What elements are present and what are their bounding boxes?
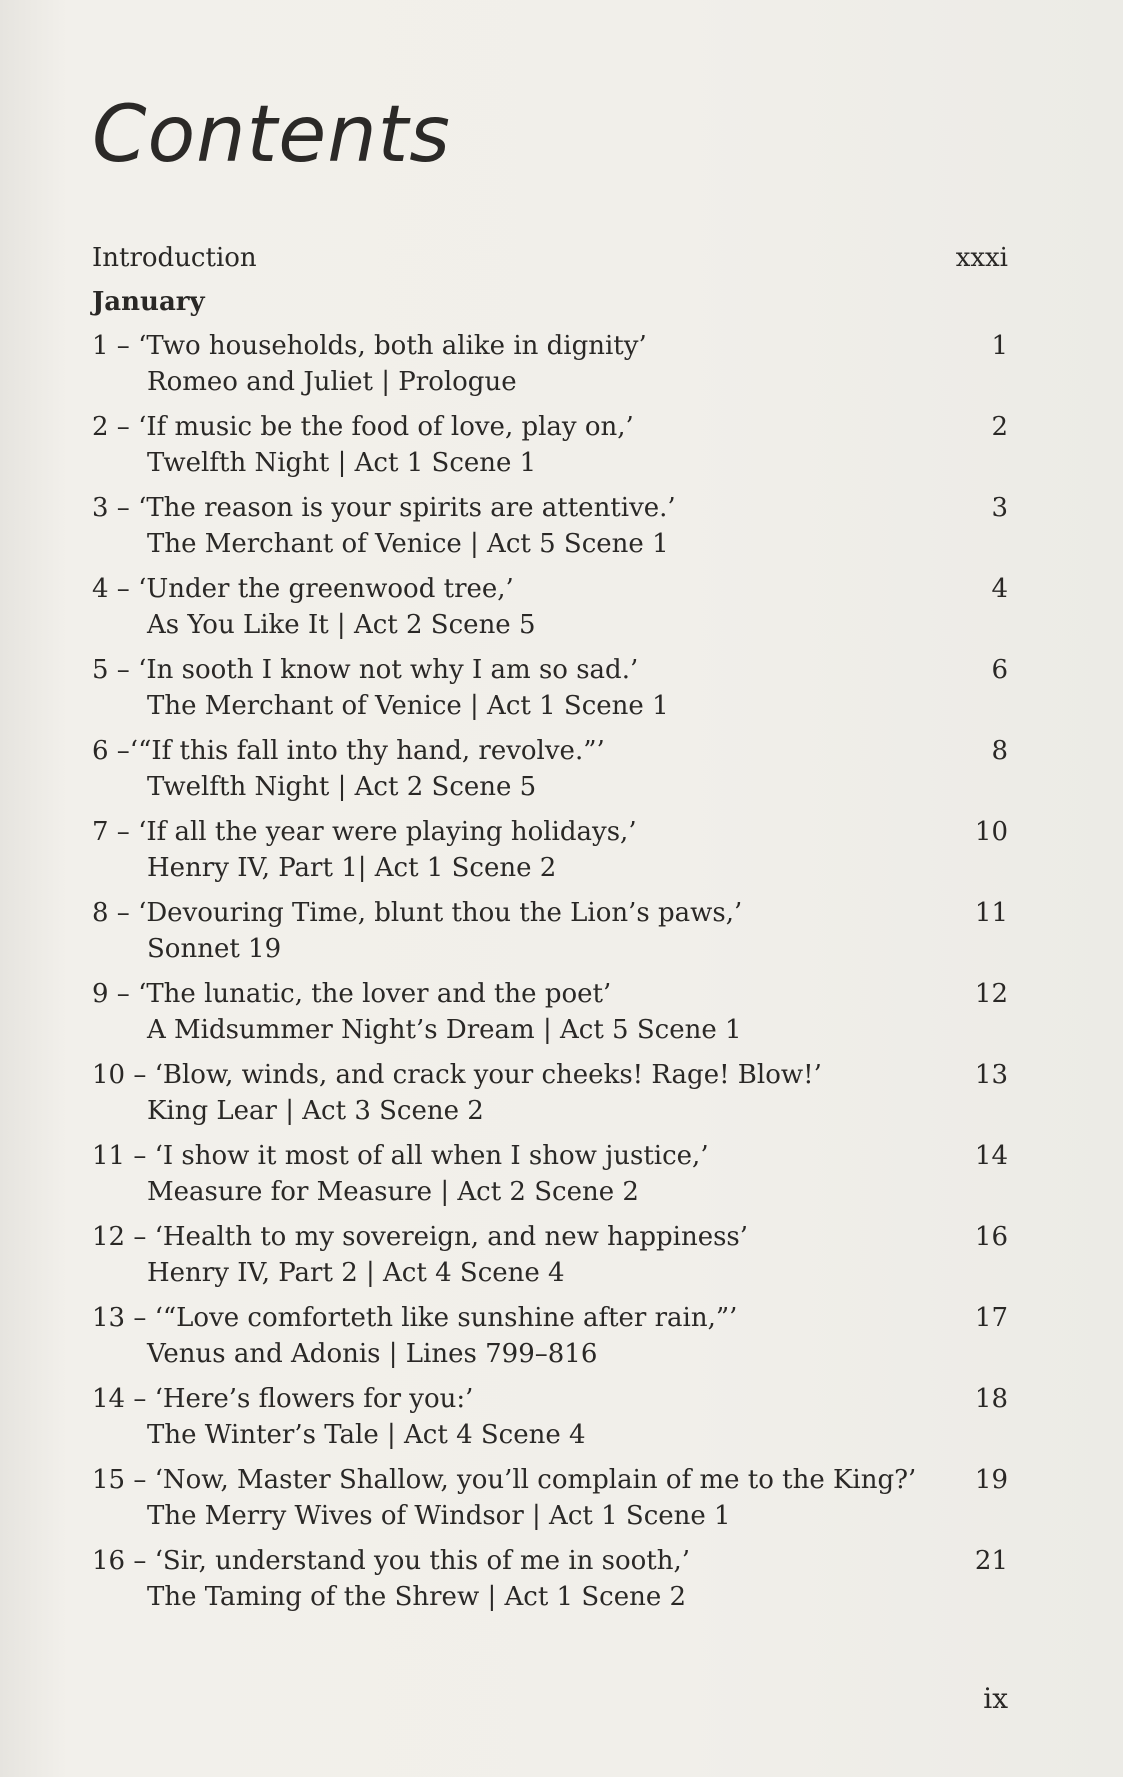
toc-entry-title: 13 – ‘“Love comforteth like sunshine after rain,”’ bbox=[92, 1303, 738, 1333]
toc-entry-page: 16 bbox=[974, 1222, 1008, 1252]
toc-entry-source: The Winter’s Tale | Act 4 Scene 4 bbox=[147, 1420, 586, 1450]
page-title: Contents bbox=[92, 90, 451, 180]
toc-entry[interactable] bbox=[92, 814, 1008, 895]
toc-entry[interactable] bbox=[92, 895, 1008, 976]
toc-entry[interactable] bbox=[92, 733, 1008, 814]
toc-entry-source: Sonnet 19 bbox=[147, 934, 282, 964]
toc-entry-title: 2 – ‘If music be the food of love, play on,’ bbox=[92, 412, 634, 442]
toc-entry-source: Romeo and Juliet | Prologue bbox=[147, 367, 517, 397]
page-number: ix bbox=[983, 1682, 1008, 1715]
toc-entry-page: 1 bbox=[991, 331, 1008, 361]
toc-entry-title: 11 – ‘I show it most of all when I show justice,’ bbox=[92, 1141, 709, 1171]
toc-entry-source: The Merchant of Venice | Act 1 Scene 1 bbox=[147, 691, 669, 721]
toc-entry-page: 19 bbox=[974, 1465, 1008, 1495]
toc-entry[interactable] bbox=[92, 1138, 1008, 1219]
toc-entry-source: As You Like It | Act 2 Scene 5 bbox=[147, 610, 536, 640]
toc-entry-page: 12 bbox=[974, 979, 1008, 1009]
toc-entry-page: 17 bbox=[974, 1303, 1008, 1333]
toc-entry-source: Measure for Measure | Act 2 Scene 2 bbox=[147, 1177, 639, 1207]
toc-entry-title: 15 – ‘Now, Master Shallow, you’ll complain of me to the King?’ bbox=[92, 1465, 917, 1495]
toc-entry-page: 8 bbox=[991, 736, 1008, 766]
toc-entry-title: 3 – ‘The reason is your spirits are attentive.’ bbox=[92, 493, 676, 523]
toc-entry-page: 18 bbox=[974, 1384, 1008, 1414]
toc-entry-source: The Merchant of Venice | Act 5 Scene 1 bbox=[147, 529, 669, 559]
table-of-contents bbox=[92, 240, 1008, 1624]
toc-month-heading: January bbox=[92, 287, 205, 317]
toc-entry-title: 14 – ‘Here’s flowers for you:’ bbox=[92, 1384, 474, 1414]
toc-entry-title: 1 – ‘Two households, both alike in dignity’ bbox=[92, 331, 647, 361]
toc-entry-title: 7 – ‘If all the year were playing holidays,’ bbox=[92, 817, 637, 847]
toc-entry-page: 14 bbox=[974, 1141, 1008, 1171]
toc-entry-source: The Merry Wives of Windsor | Act 1 Scene 1 bbox=[147, 1501, 731, 1531]
toc-entry-page: 10 bbox=[974, 817, 1008, 847]
toc-entry-title: 16 – ‘Sir, understand you this of me in sooth,’ bbox=[92, 1546, 691, 1576]
toc-introduction-page: xxxi bbox=[955, 243, 1008, 273]
toc-entry-page: 6 bbox=[991, 655, 1008, 685]
toc-entry[interactable] bbox=[92, 328, 1008, 409]
toc-entry-page: 2 bbox=[991, 412, 1008, 442]
toc-entry-source: A Midsummer Night’s Dream | Act 5 Scene 1 bbox=[147, 1015, 742, 1045]
toc-entry-title: 6 –‘“If this fall into thy hand, revolve.”’ bbox=[92, 736, 605, 766]
toc-entry-source: Twelfth Night | Act 1 Scene 1 bbox=[147, 448, 537, 478]
toc-entry[interactable] bbox=[92, 652, 1008, 733]
toc-entry-title: 10 – ‘Blow, winds, and crack your cheeks! Rage! Blow!’ bbox=[92, 1060, 822, 1090]
toc-entry-page: 11 bbox=[974, 898, 1008, 928]
toc-entry[interactable] bbox=[92, 1462, 1008, 1543]
toc-entry-page: 4 bbox=[991, 574, 1008, 604]
toc-entry-page: 13 bbox=[974, 1060, 1008, 1090]
toc-entry[interactable] bbox=[92, 409, 1008, 490]
toc-entry-source: King Lear | Act 3 Scene 2 bbox=[147, 1096, 484, 1126]
toc-entry-page: 3 bbox=[991, 493, 1008, 523]
toc-entry-title: 8 – ‘Devouring Time, blunt thou the Lion’s paws,’ bbox=[92, 898, 743, 928]
toc-entry-source: Henry IV, Part 1| Act 1 Scene 2 bbox=[147, 853, 557, 883]
toc-entry-source: Venus and Adonis | Lines 799–816 bbox=[147, 1339, 598, 1369]
toc-entry[interactable] bbox=[92, 571, 1008, 652]
toc-entry[interactable] bbox=[92, 1057, 1008, 1138]
toc-introduction[interactable] bbox=[92, 240, 1008, 284]
toc-entry[interactable] bbox=[92, 1219, 1008, 1300]
toc-entry-source: Twelfth Night | Act 2 Scene 5 bbox=[147, 772, 537, 802]
toc-entry[interactable] bbox=[92, 1381, 1008, 1462]
toc-entry-source: The Taming of the Shrew | Act 1 Scene 2 bbox=[147, 1582, 687, 1612]
toc-entry-title: 9 – ‘The lunatic, the lover and the poet’ bbox=[92, 979, 612, 1009]
toc-entry[interactable] bbox=[92, 1543, 1008, 1624]
toc-introduction-label: Introduction bbox=[92, 243, 257, 273]
toc-entry-title: 12 – ‘Health to my sovereign, and new happiness’ bbox=[92, 1222, 749, 1252]
toc-entry-source: Henry IV, Part 2 | Act 4 Scene 4 bbox=[147, 1258, 565, 1288]
toc-entry-title: 4 – ‘Under the greenwood tree,’ bbox=[92, 574, 514, 604]
toc-entry[interactable] bbox=[92, 1300, 1008, 1381]
toc-entry[interactable] bbox=[92, 490, 1008, 571]
toc-entry-title: 5 – ‘In sooth I know not why I am so sad.’ bbox=[92, 655, 639, 685]
toc-entry[interactable] bbox=[92, 976, 1008, 1057]
toc-entry-page: 21 bbox=[974, 1546, 1008, 1576]
